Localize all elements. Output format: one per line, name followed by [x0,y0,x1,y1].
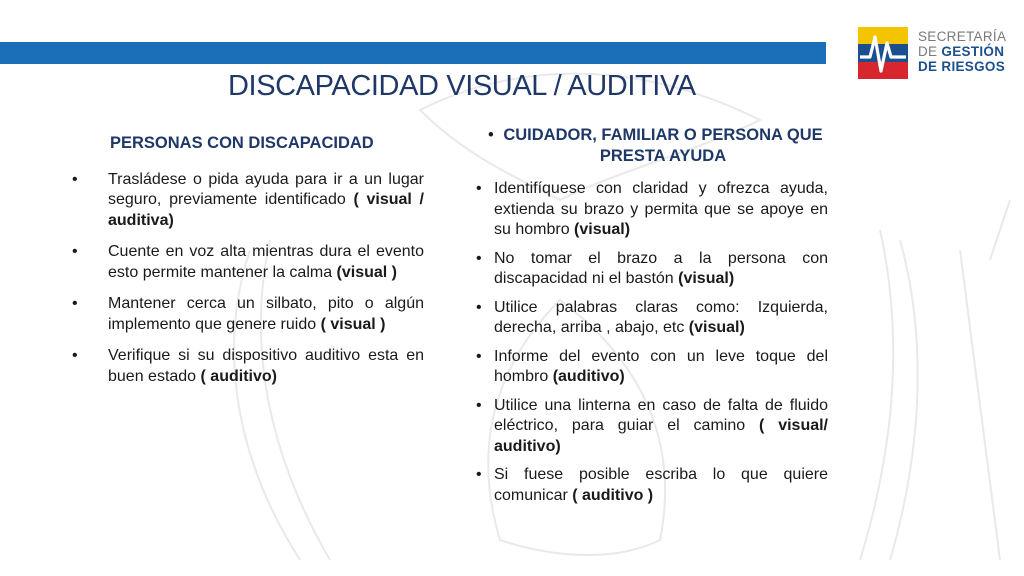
right-list [476,179,828,506]
list-item: • Mantener cerca un silbato, pito o algún implemento que genere ruido ( visual ) [72,295,424,333]
logo-wordmark [918,29,1006,74]
left-list [72,170,424,388]
logo-line-2: DE GESTIÓN [918,44,1005,59]
logo-line-1: SECRETARÍA [918,29,1007,44]
list-item: • Cuente en voz alta mientras dura el evento esto permite mantener la calma (visual ) [72,243,424,281]
list-item: • Trasládese o pida ayuda para ir a un lugar seguro, previamente identificado ( visual / auditiva) [72,170,424,229]
left-heading: PERSONAS CON DISCAPACIDAD [110,134,374,152]
list-item: • Utilice una linterna en caso de falta de fluido eléctrico, para guiar el camino ( visual/ auditivo) [476,396,828,455]
header-bar [0,42,826,64]
list-item: • No tomar el brazo a la persona con discapacidad ni el bastón (visual) [476,249,828,287]
list-item: • Verifique si su dispositivo auditivo esta en buen estado ( auditivo) [72,347,424,385]
flag-pulse-icon [858,27,908,79]
list-item: • Identifíquese con claridad y ofrezca ayuda, extienda su brazo y permita que se apoye en su hombro (visual) [476,180,828,238]
secretaria-gestion-riesgos-logo [858,27,1008,83]
caregiver-column [476,125,828,514]
list-item: • Informe del evento con un leve toque del hombro (auditivo) [476,347,828,385]
right-heading: • CUIDADOR, FAMILIAR O PERSONA QUE PRESTA AYUDA [488,126,823,165]
slide-title: DISCAPACIDAD VISUAL / AUDITIVA [228,70,696,102]
logo-line-3: DE RIESGOS [918,59,1006,74]
list-item: • Utilice palabras claras como: Izquierda, derecha, arriba , abajo, etc (visual) [476,298,828,336]
list-item: • Si fuese posible escriba lo que quiere comunicar ( auditivo ) [476,466,828,504]
persons-with-disability-column [72,133,424,398]
